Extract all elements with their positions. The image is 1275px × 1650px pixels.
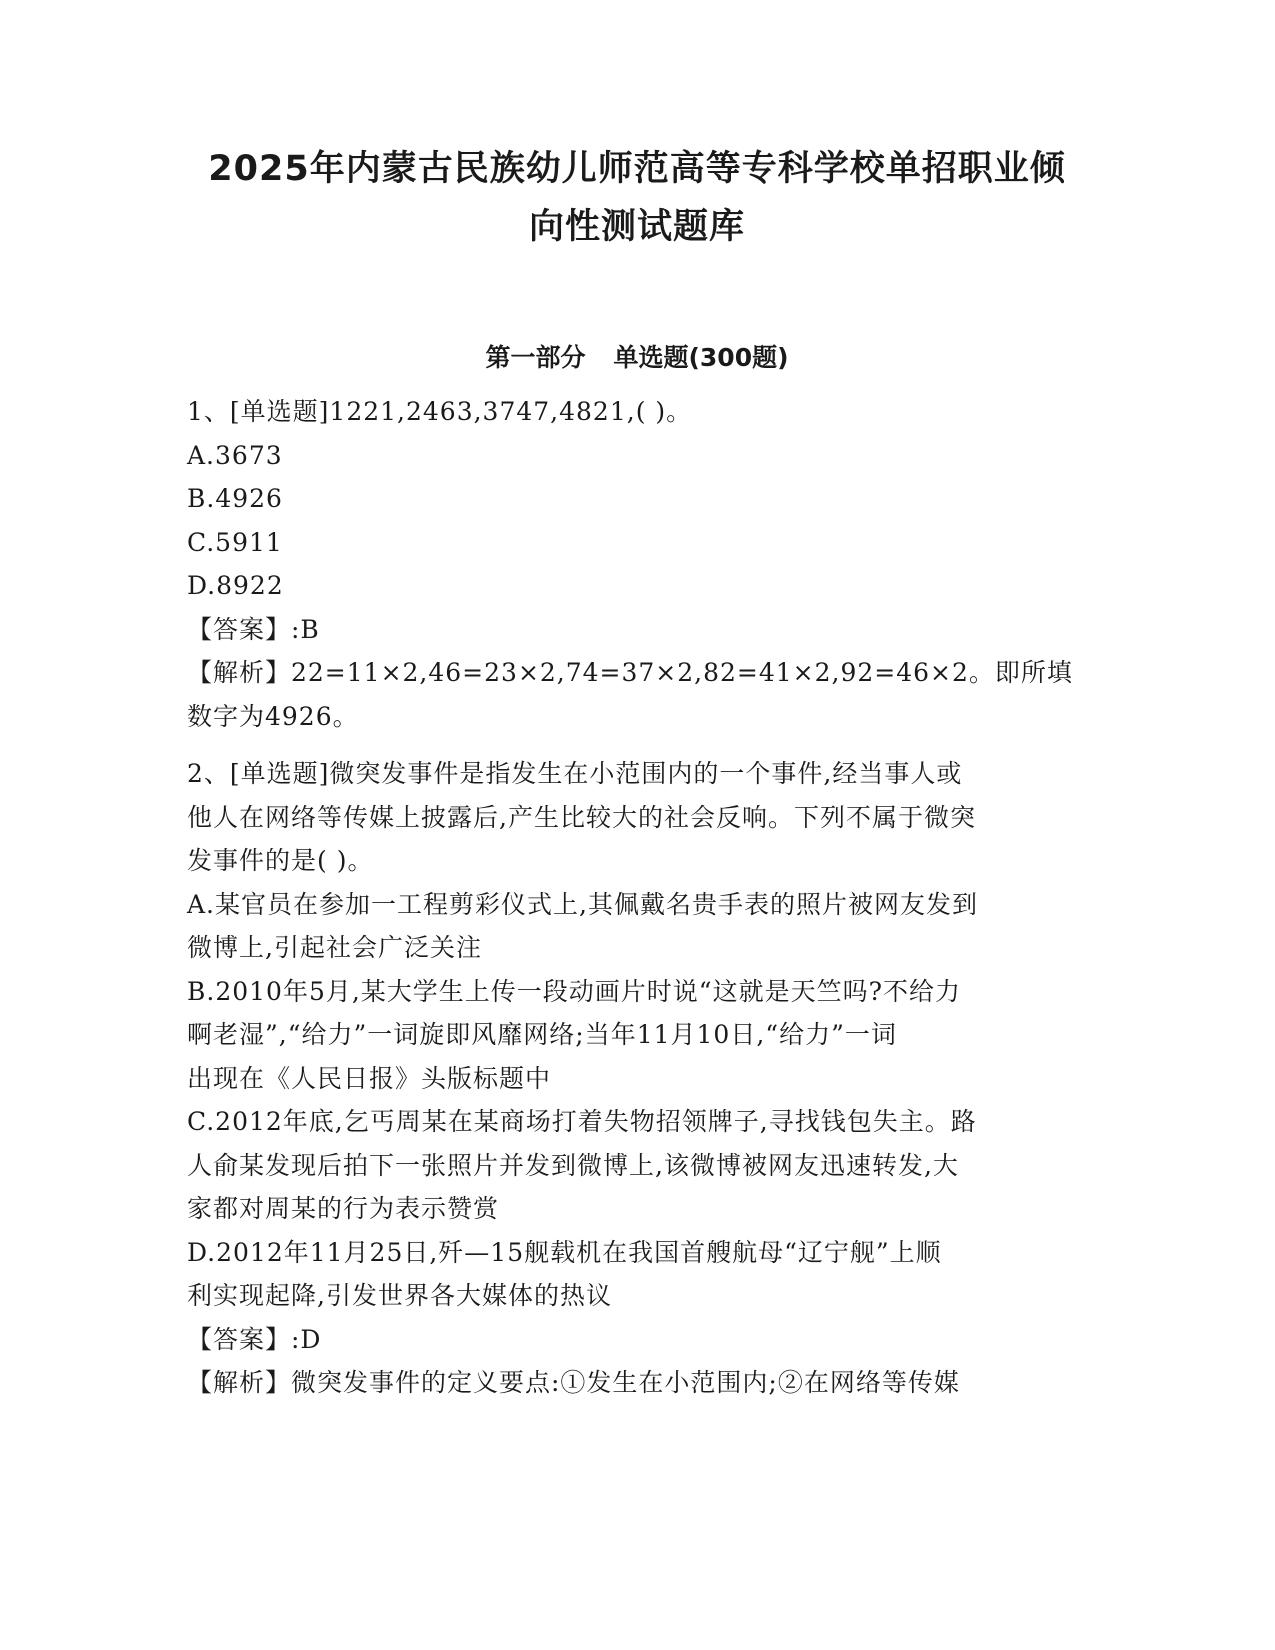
title-line-2: 向性测试题库 [528, 207, 745, 247]
question-2 [187, 752, 1087, 1405]
answer: 【答案】:B [187, 614, 320, 644]
analysis-line: 数字为4926。 [187, 701, 359, 731]
analysis-line: 【解析】22=11×2,46=23×2,74=37×2,82=41×2,92=46×2。即所填 [187, 658, 1073, 687]
document-title [187, 140, 1087, 256]
option-b-line: 出现在《人民日报》头版标题中 [187, 1063, 552, 1093]
question-stem-line: 发事件的是( )。 [187, 846, 374, 875]
section-name: 单选题(300题) [613, 343, 789, 372]
analysis-line: 【解析】微突发事件的定义要点:①发生在小范围内;②在网络等传媒 [187, 1368, 960, 1397]
document-page [187, 140, 1087, 1405]
option-d: D.8922 [187, 571, 284, 600]
section-part: 第一部分 [485, 343, 586, 372]
option-c-line: 人俞某发现后拍下一张照片并发到微博上,该微博被网友迅速转发,大 [187, 1150, 959, 1180]
option-d-line: 利实现起降,引发世界各大媒体的热议 [187, 1281, 612, 1310]
option-a-line: A.某官员在参加一工程剪彩仪式上,其佩戴名贵手表的照片被网友发到 [187, 889, 978, 919]
question-stem: 1、[单选题]1221,2463,3747,4821,( )。 [187, 397, 693, 426]
question-1 [187, 390, 1087, 738]
option-c-line: C.2012年底,乞丐周某在某商场打着失物招领牌子,寻找钱包失主。路 [187, 1107, 977, 1136]
option-a: A.3673 [187, 440, 283, 470]
answer: 【答案】:D [187, 1324, 322, 1354]
question-stem-line: 他人在网络等传媒上披露后,产生比较大的社会反响。下列不属于微突 [187, 802, 976, 832]
option-d-line: D.2012年11月25日,歼—15舰载机在我国首艘航母“辽宁舰”上顺 [187, 1237, 942, 1267]
option-c-line: 家都对周某的行为表示赞赏 [187, 1194, 500, 1223]
section-heading [187, 340, 1087, 376]
option-b-line: B.2010年5月,某大学生上传一段动画片时说“这就是天竺吗?不给力 [187, 976, 961, 1006]
option-c: C.5911 [187, 527, 283, 557]
option-b-line: 啊老湿”,“给力”一词旋即风靡网络;当年11月10日,“给力”一词 [187, 1020, 897, 1049]
option-a-line: 微博上,引起社会广泛关注 [187, 933, 482, 962]
question-stem-line: 2、[单选题]微突发事件是指发生在小范围内的一个事件,经当事人或 [187, 759, 963, 788]
title-line-1: 2025年内蒙古民族幼儿师范高等专科学校单招职业倾 [208, 149, 1066, 189]
option-b: B.4926 [187, 484, 283, 513]
